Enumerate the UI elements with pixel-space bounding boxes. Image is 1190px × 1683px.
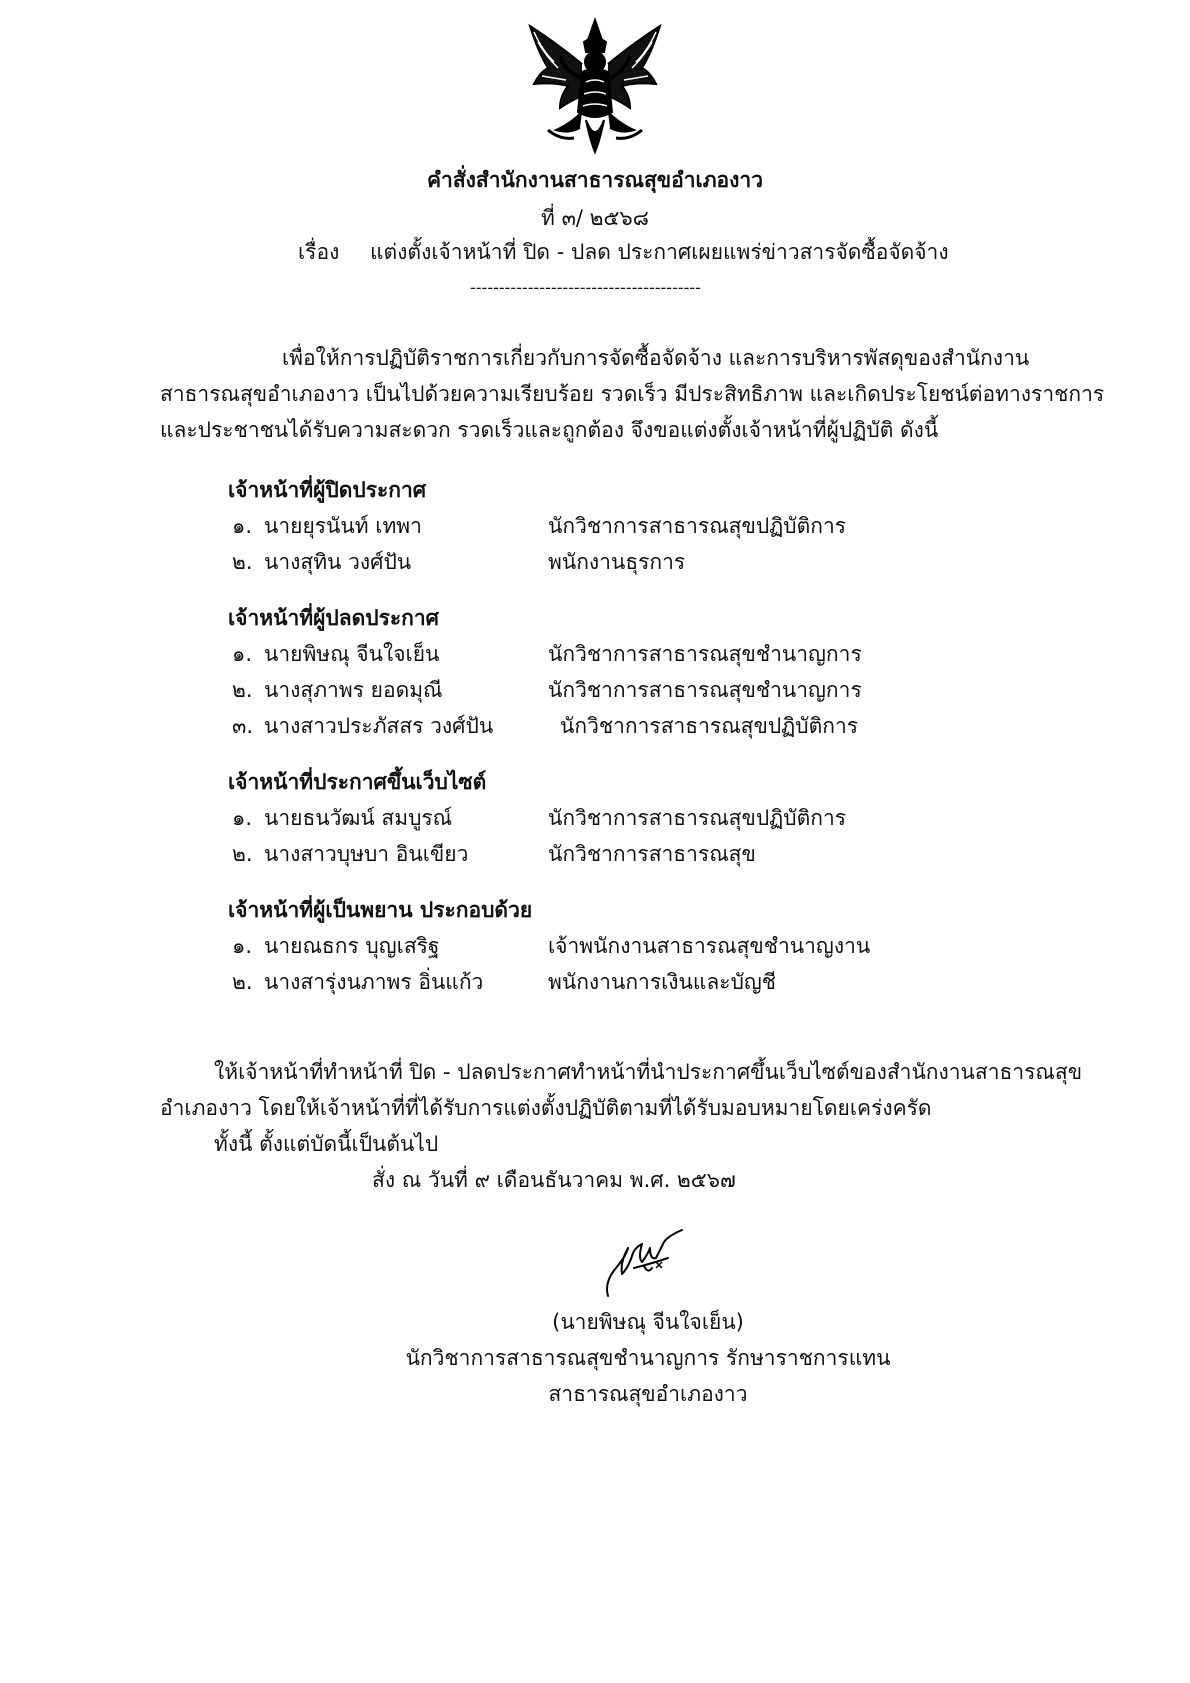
signatory-name: (นายพิษณุ จีนใจเย็น) <box>552 1310 744 1334</box>
order-title: คำสั่งสำนักงานสาธารณสุขอำเภองาว <box>426 168 764 192</box>
signatory-position: นักวิชาการสาธารณสุขชำนาญการ รักษาราชการแทน <box>405 1346 891 1370</box>
closing-line-3: ทั้งนี้ ตั้งแต่บัดนี้เป็นต้นไป <box>214 1132 439 1156</box>
group-heading: เจ้าหน้าที่ประกาศขึ้นเว็บไซต์ <box>228 770 487 794</box>
signature-icon <box>598 1228 690 1300</box>
member-position: นักวิชาการสาธารณสุขปฏิบัติการ <box>560 714 859 738</box>
order-number: ที่ ๓/ ๒๕๖๘ <box>541 206 649 230</box>
subject-label: เรื่อง <box>298 240 340 264</box>
member-name: นางสุทิน วงศ์ปัน <box>264 550 412 574</box>
member-name: นางสารุ่งนภาพร อิ่นแก้ว <box>264 970 484 994</box>
member-position: นักวิชาการสาธารณสุขปฏิบัติการ <box>548 806 847 830</box>
member-number: ๒. <box>232 970 253 994</box>
intro-line-2: สาธารณสุขอำเภองาว เป็นไปด้วยความเรียบร้อย รวดเร็ว มีประสิทธิภาพ และเกิดประโยชน์ต่อทางราชการ <box>160 382 1105 406</box>
member-position: นักวิชาการสาธารณสุขชำนาญการ <box>548 678 862 702</box>
member-name: นายณธกร บุญเสริฐ <box>264 934 440 958</box>
member-number: ๒. <box>232 678 253 702</box>
closing-line-2: อำเภองาว โดยให้เจ้าหน้าที่ที่ได้รับการแต่งตั้งปฏิบัติตามที่ได้รับมอบหมายโดยเคร่งครัด <box>160 1096 932 1120</box>
signatory-office: สาธารณสุขอำเภองาว <box>548 1382 748 1406</box>
member-number: ๑. <box>232 806 253 830</box>
closing-line-1: ให้เจ้าหน้าที่ทำหน้าที่ ปิด - ปลดประกาศทำหน้าที่นำประกาศขึ้นเว็บไซต์ของสำนักงานสาธารณสุข <box>214 1060 1083 1084</box>
member-number: ๒. <box>232 842 253 866</box>
member-number: ๑. <box>232 934 253 958</box>
member-position: พนักงานการเงินและบัญชี <box>548 970 777 994</box>
member-position: นักวิชาการสาธารณสุข <box>548 842 756 866</box>
member-name: นายยุรนันท์ เทพา <box>264 514 422 538</box>
member-position: พนักงานธุรการ <box>548 550 686 574</box>
group-heading: เจ้าหน้าที่ผู้เป็นพยาน ประกอบด้วย <box>228 898 533 922</box>
member-name: นายธนวัฒน์ สมบูรณ์ <box>264 806 453 830</box>
member-number: ๑. <box>232 642 253 666</box>
member-name: นางสุภาพร ยอดมุณี <box>264 678 443 702</box>
member-position: เจ้าพนักงานสาธารณสุขชำนาญงาน <box>548 934 871 958</box>
group-heading: เจ้าหน้าที่ผู้ปิดประกาศ <box>228 478 427 502</box>
group-heading: เจ้าหน้าที่ผู้ปลดประกาศ <box>228 606 439 630</box>
intro-line-1: เพื่อให้การปฏิบัติราชการเกี่ยวกับการจัดซื้อจัดจ้าง และการบริหารพัสดุของสำนักงาน <box>282 346 1030 370</box>
garuda-emblem-icon <box>520 12 670 160</box>
header-divider: ---------------------------------------- <box>470 278 701 297</box>
member-name: นายพิษณุ จีนใจเย็น <box>264 642 440 666</box>
order-date: สั่ง ณ วันที่ ๙ เดือนธันวาคม พ.ศ. ๒๕๖๗ <box>372 1168 736 1192</box>
subject-text: แต่งตั้งเจ้าหน้าที่ ปิด - ปลด ประกาศเผยแพร่ข่าวสารจัดซื้อจัดจ้าง <box>370 240 949 264</box>
member-name: นางสาวบุษบา อินเขียว <box>264 842 469 866</box>
member-number: ๑. <box>232 514 253 538</box>
member-position: นักวิชาการสาธารณสุขชำนาญการ <box>548 642 862 666</box>
member-number: ๓. <box>232 714 254 738</box>
member-name: นางสาวประภัสสร วงศ์ปัน <box>264 714 494 738</box>
member-number: ๒. <box>232 550 253 574</box>
intro-line-3: และประชาชนได้รับความสะดวก รวดเร็วและถูกต้อง จึงขอแต่งตั้งเจ้าหน้าที่ผู้ปฏิบัติ ดังนี้ <box>160 418 939 442</box>
member-position: นักวิชาการสาธารณสุขปฏิบัติการ <box>548 514 847 538</box>
